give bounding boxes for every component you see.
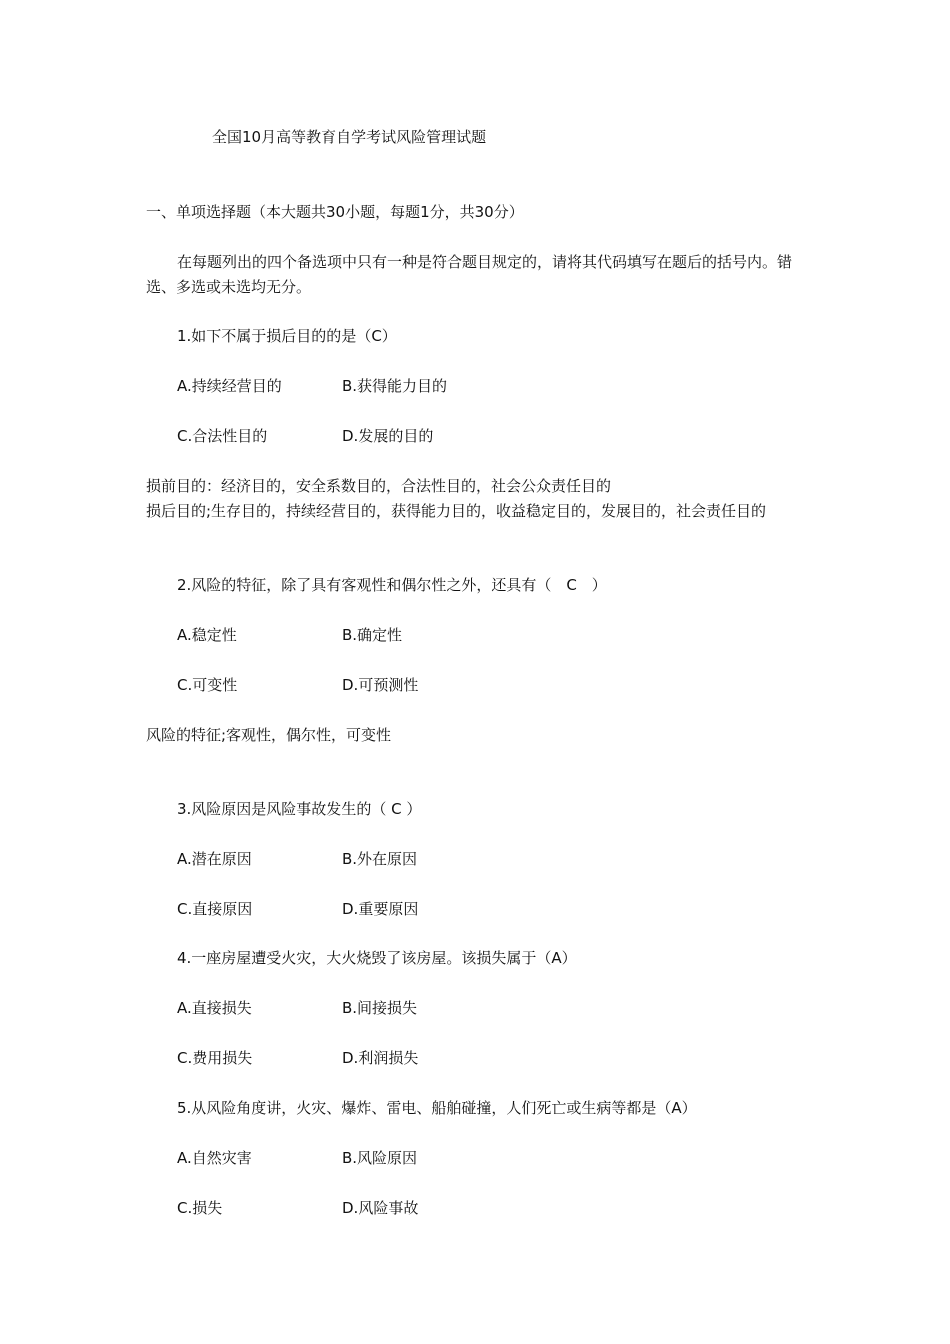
question-1-option-b: B.获得能力目的 [342, 377, 448, 395]
question-2-option-b: B.确定性 [342, 626, 403, 644]
question-1-stem: 1.如下不属于损后目的的是（C） [177, 327, 397, 345]
question-1-option-d: D.发展的目的 [342, 427, 434, 445]
question-1-option-a: A.持续经营目的 [177, 377, 282, 395]
question-3-option-c: C.直接原因 [177, 900, 253, 918]
section-heading: 一、单项选择题（本大题共30小题，每题1分，共30分） [146, 203, 524, 221]
question-3-option-b: B.外在原因 [342, 850, 418, 868]
document-title: 全国10月高等教育自学考试风险管理试题 [212, 128, 487, 146]
question-2-option-c: C.可变性 [177, 676, 238, 694]
question-2-note-1: 风险的特征;客观性，偶尔性，可变性 [146, 726, 392, 744]
question-4-option-a: A.直接损失 [177, 999, 252, 1017]
question-5-option-c: C.损失 [177, 1199, 223, 1217]
question-4-stem: 4.一座房屋遭受火灾，大火烧毁了该房屋。该损失属于（A） [177, 949, 577, 967]
question-4-option-d: D.利润损失 [342, 1049, 419, 1067]
question-5-stem: 5.从风险角度讲，火灾、爆炸、雷电、船舶碰撞，人们死亡或生病等都是（A） [177, 1099, 697, 1117]
question-1-note-1: 损前目的：经济目的，安全系数目的，合法性目的，社会公众责任目的 [146, 477, 612, 495]
question-1-option-c: C.合法性目的 [177, 427, 268, 445]
question-3-stem: 3.风险原因是风险事故发生的（ C ） [177, 800, 422, 818]
question-1-note-2: 损后目的;生存目的，持续经营目的，获得能力目的，收益稳定目的，发展目的，社会责任目的 [146, 502, 767, 520]
question-3-option-d: D.重要原因 [342, 900, 419, 918]
question-5-option-b: B.风险原因 [342, 1149, 418, 1167]
question-4-option-b: B.间接损失 [342, 999, 418, 1017]
question-3-option-a: A.潜在原因 [177, 850, 252, 868]
question-2-option-a: A.稳定性 [177, 626, 237, 644]
question-2-stem: 2.风险的特征，除了具有客观性和偶尔性之外，还具有（ C ） [177, 576, 607, 594]
question-5-option-d: D.风险事故 [342, 1199, 419, 1217]
question-4-option-c: C.费用损失 [177, 1049, 253, 1067]
instructions-paragraph: 在每题列出的四个备选项中只有一种是符合题目规定的，请将其代码填写在题后的括号内。错选、多选或未选均无分。 [146, 253, 793, 296]
question-2-option-d: D.可预测性 [342, 676, 419, 694]
question-5-option-a: A.自然灾害 [177, 1149, 252, 1167]
